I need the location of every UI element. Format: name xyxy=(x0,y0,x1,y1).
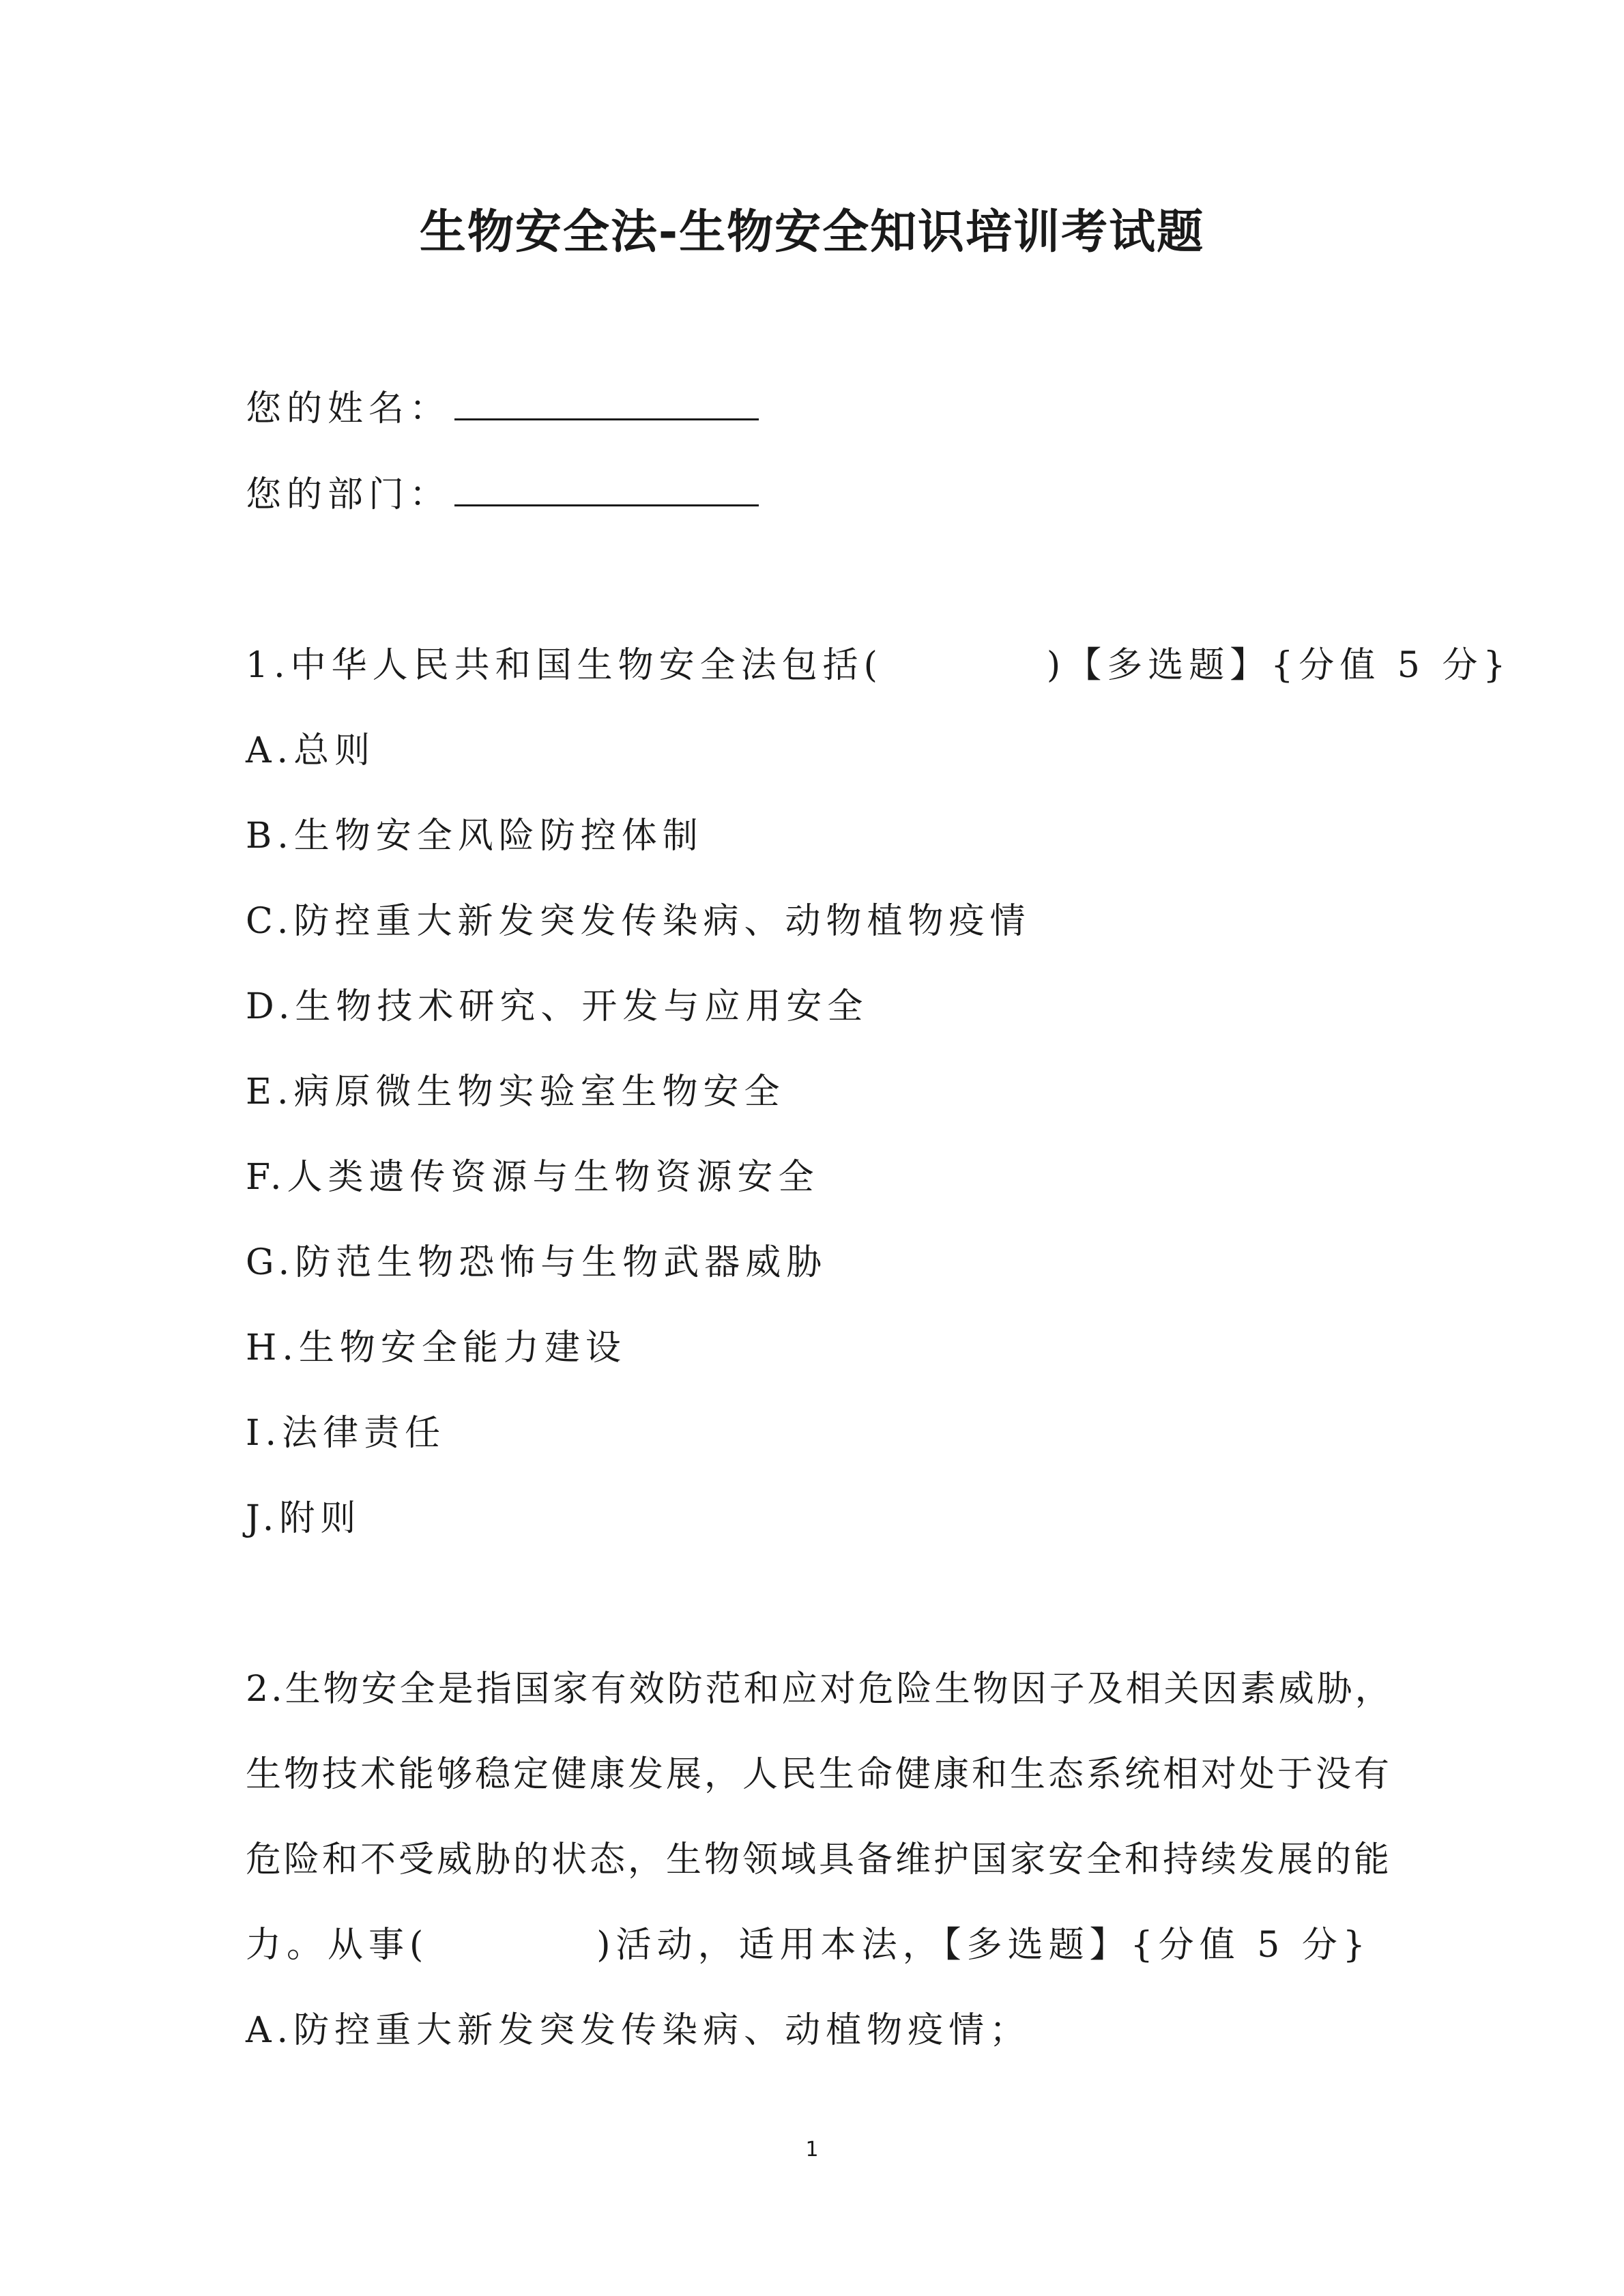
department-field-row xyxy=(246,474,759,516)
department-blank-line[interactable] xyxy=(454,477,759,506)
question-1-option-j: J.附则 xyxy=(246,1498,362,1539)
question-1-prefix: 1.中华人民共和国生物安全法包括( xyxy=(246,645,883,686)
department-label: 您的部门： xyxy=(246,474,451,515)
question-1-option-d: D.生物技术研究、开发与应用安全 xyxy=(246,986,869,1027)
page-number: 1 xyxy=(805,2138,819,2162)
page-title: 生物安全法-生物安全知识培训考试题 xyxy=(419,205,1205,259)
name-field-row xyxy=(246,388,759,430)
name-label: 您的姓名： xyxy=(246,388,451,429)
question-2-prefix: 力。从事( xyxy=(246,1925,429,1966)
question-1-option-b: B.生物安全风险防控体制 xyxy=(246,816,704,857)
question-2-stem-line-2: 生物技术能够稳定健康发展，人民生命健康和生态系统相对处于没有 xyxy=(246,1754,1393,1795)
question-1-option-a: A.总则 xyxy=(246,730,376,771)
question-2-option-a: A.防控重大新发突发传染病、动植物疫情； xyxy=(246,2010,1031,2051)
name-blank-line[interactable] xyxy=(454,391,759,420)
question-1-option-g: G.防范生物恐怖与生物武器威胁 xyxy=(246,1242,828,1283)
question-2-stem-line-4 xyxy=(246,1924,1371,1966)
question-1-option-i: I.法律责任 xyxy=(246,1413,446,1454)
question-1-option-h: H.生物安全能力建设 xyxy=(246,1328,626,1368)
question-1-option-e: E.病原微生物实验室生物安全 xyxy=(246,1072,785,1113)
question-1-suffix: )【多选题】{分值 5 分} xyxy=(1046,645,1511,686)
question-2-suffix: )活动，适用本法，【多选题】{分值 5 分} xyxy=(596,1925,1371,1966)
question-2-stem-line-1: 2.生物安全是指国家有效防范和应对危险生物因子及相关因素威胁， xyxy=(246,1669,1393,1710)
question-1-stem xyxy=(246,644,1511,687)
question-2-stem-line-3: 危险和不受威胁的状态，生物领域具备维护国家安全和持续发展的能 xyxy=(246,1839,1393,1880)
question-1-option-c: C.防控重大新发突发传染病、动物植物疫情 xyxy=(246,901,1031,942)
question-1-option-f: F.人类遗传资源与生物资源安全 xyxy=(246,1157,820,1198)
